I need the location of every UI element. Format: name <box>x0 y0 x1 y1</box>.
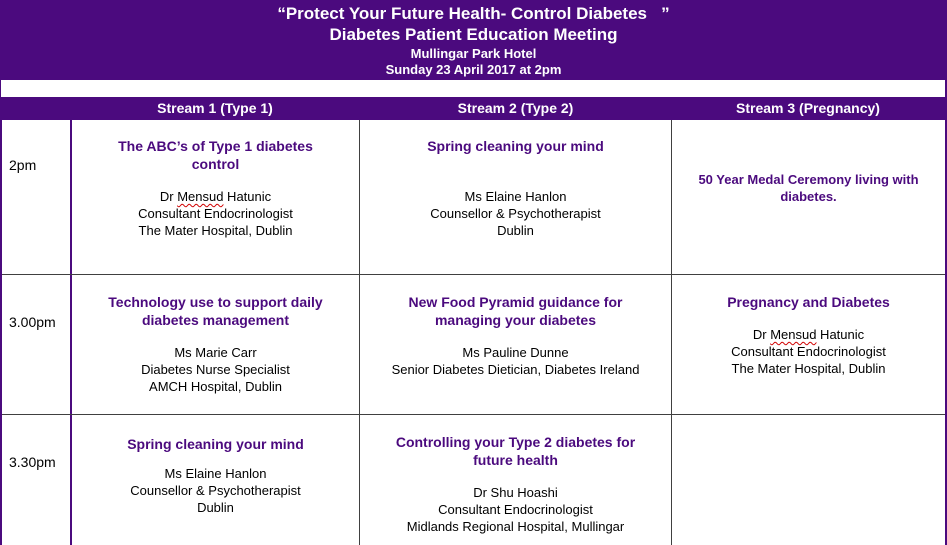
session-cell <box>360 433 671 535</box>
session-title <box>72 293 359 329</box>
session-title <box>360 433 671 469</box>
speaker-details <box>360 188 671 239</box>
speaker-name: Dr Shu Hoashi <box>473 485 558 500</box>
row-divider <box>2 274 945 275</box>
session-cell <box>360 137 671 239</box>
session-title-line: managing your diabetes <box>434 312 597 328</box>
speaker-place: AMCH Hospital, Dublin <box>149 379 282 394</box>
session-title <box>672 171 945 205</box>
programme-header <box>0 0 947 80</box>
session-cell <box>672 171 945 205</box>
session-title-line: future health <box>473 452 558 468</box>
session-cell <box>72 137 359 239</box>
speaker-place: Dublin <box>197 500 234 515</box>
session-title <box>360 293 671 329</box>
session-title-line: Technology use to support daily <box>108 294 323 310</box>
session-title-line: diabetes. <box>780 189 837 204</box>
session-title: Pregnancy and Diabetes <box>727 294 890 310</box>
session-title <box>72 137 359 173</box>
blank-row <box>0 80 947 98</box>
session-title-line: Controlling your Type 2 diabetes for <box>395 434 636 450</box>
time-label: 3.00pm <box>9 314 56 330</box>
speaker-role: Consultant Endocrinologist <box>731 344 886 359</box>
speaker-details <box>72 188 359 239</box>
event-venue: Mullingar Park Hotel <box>410 46 537 61</box>
event-subtitle: Diabetes Patient Education Meeting <box>329 25 618 44</box>
speaker-details <box>72 344 359 395</box>
speaker-place: Midlands Regional Hospital, Mullingar <box>406 519 625 534</box>
session-title-line: The ABC’s of Type 1 diabetes <box>118 138 313 154</box>
speaker-role: Consultant Endocrinologist <box>138 206 293 221</box>
speaker-role: Counsellor & Psychotherapist <box>130 483 301 498</box>
session-cell <box>72 293 359 395</box>
event-title: “Protect Your Future Health- Control Diabetes ” <box>277 4 670 23</box>
session-title-line: control <box>191 156 240 172</box>
speaker-name: Ms Pauline Dunne <box>462 345 569 360</box>
session-title: Spring cleaning your mind <box>127 436 304 452</box>
time-column <box>2 120 72 545</box>
speaker-place: The Mater Hospital, Dublin <box>138 223 293 238</box>
speaker-role: Diabetes Nurse Specialist <box>141 362 290 377</box>
speaker-role: Consultant Endocrinologist <box>438 502 593 517</box>
speaker-details <box>72 465 359 516</box>
speaker-name: Ms Marie Carr <box>174 345 257 360</box>
stream-header-blank <box>2 99 70 118</box>
speaker-role: Senior Diabetes Dietician, Diabetes Ireland <box>391 362 640 377</box>
session-title-line: New Food Pyramid guidance for <box>408 294 623 310</box>
session-title: Spring cleaning your mind <box>427 138 604 154</box>
stream-header-1: Stream 1 (Type 1) <box>70 99 360 118</box>
time-label: 2pm <box>9 157 37 173</box>
session-title-line: 50 Year Medal Ceremony living with <box>698 172 919 187</box>
speaker-name: Ms Elaine Hanlon <box>464 189 567 204</box>
frame-under-streams <box>2 118 945 120</box>
time-label: 3.30pm <box>9 454 56 470</box>
event-date: Sunday 23 April 2017 at 2pm <box>385 62 562 77</box>
empty-session-cell <box>672 415 945 545</box>
speaker-role: Counsellor & Psychotherapist <box>430 206 601 221</box>
session-cell <box>360 293 671 378</box>
speaker-name: Dr Mensud Hatunic <box>159 189 272 204</box>
session-cell <box>72 435 359 516</box>
stream-header-2: Stream 2 (Type 2) <box>360 99 671 118</box>
session-cell <box>672 293 945 377</box>
stream-header-3: Stream 3 (Pregnancy) <box>671 99 945 118</box>
speaker-details <box>360 344 671 378</box>
session-title-line: diabetes management <box>141 312 290 328</box>
speaker-name: Dr Mensud Hatunic <box>752 327 865 342</box>
speaker-place: The Mater Hospital, Dublin <box>731 361 886 376</box>
speaker-name: Ms Elaine Hanlon <box>164 466 267 481</box>
speaker-place: Dublin <box>497 223 534 238</box>
speaker-details <box>360 484 671 535</box>
speaker-details <box>672 326 945 377</box>
